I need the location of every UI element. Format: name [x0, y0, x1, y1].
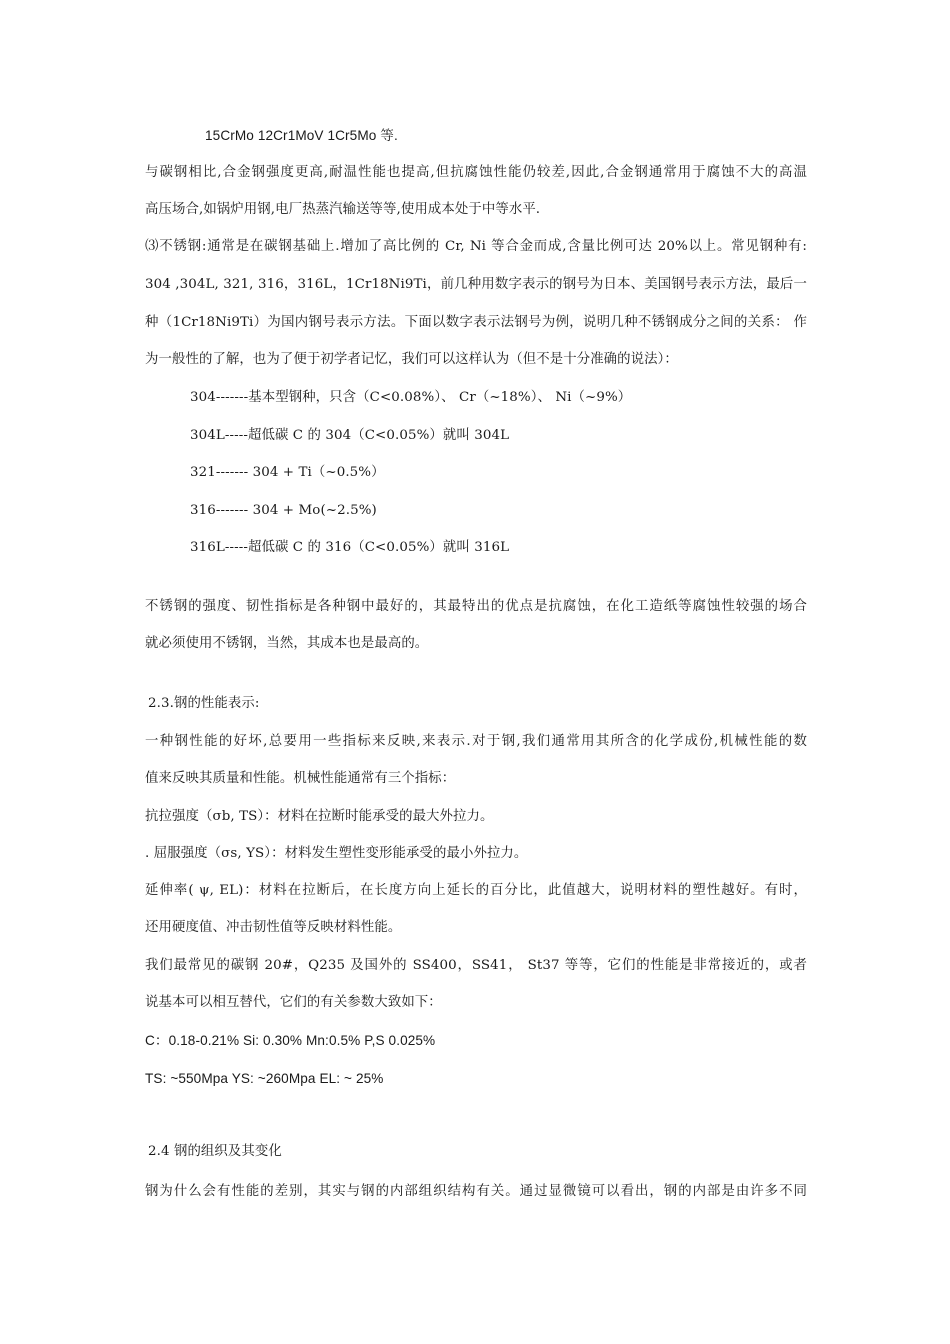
- steel-grade-examples: 15CrMo 12Cr1MoV 1Cr5Mo 等.: [205, 128, 398, 143]
- stainless-steel-paragraph-line-3: 种（1Cr18Ni9Ti）为国内钢号表示方法。下面以数字表示法钢号为例，说明几种不锈钢成分之间的关系： 作: [145, 315, 807, 330]
- mechanical-values: TS: ~550Mpa YS: ~260Mpa EL: ~ 25%: [145, 1071, 384, 1086]
- elongation-line-2: 还用硬度值、冲击韧性值等反映材料性能。: [145, 920, 402, 935]
- grade-316l-line: 316L-----超低碳 C 的 316（C<0.05%）就叫 316L: [190, 540, 510, 555]
- carbon-steel-line-2: 说基本可以相互替代，它们的有关参数大致如下：: [145, 995, 442, 1010]
- performance-paragraph-line-2: 值来反映其质量和性能。机械性能通常有三个指标：: [145, 771, 456, 786]
- section-heading-2-4: 2.4 钢的组织及其变化: [148, 1144, 282, 1159]
- grade-316-line: 316------- 304 + Mo(~2.5%): [190, 503, 377, 518]
- grade-321-line: 321------- 304 + Ti（~0.5%）: [190, 465, 385, 480]
- elongation-line-1: 延伸率( ψ, EL)：材料在拉断后，在长度方向上延长的百分比，此值越大，说明材料的塑性越好。有时，: [145, 883, 807, 898]
- grade-304l-line: 304L-----超低碳 C 的 304（C<0.05%）就叫 304L: [190, 428, 510, 443]
- section-heading-2-3: 2.3.钢的性能表示:: [148, 696, 260, 711]
- carbon-steel-line-1: 我们最常见的碳钢 20#，Q235 及国外的 SS400，SS41， St37 等等，它们的性能是非常接近的，或者: [145, 958, 807, 973]
- stainless-steel-paragraph-line-2: 304 ,304L, 321, 316，316L，1Cr18Ni9Ti，前几种用数字表示的钢号为日本、美国钢号表示方法，最后一: [145, 277, 807, 292]
- stainless-steel-paragraph-line-4: 为一般性的了解，也为了便于初学者记忆，我们可以这样认为（但不是十分准确的说法）：: [145, 352, 678, 367]
- composition-values: C：0.18-0.21% Si: 0.30% Mn:0.5% P,S 0.025%: [145, 1033, 436, 1048]
- stainless-strength-line-1: 不锈钢的强度、韧性指标是各种钢中最好的，其最特出的优点是抗腐蚀，在化工造纸等腐蚀性较强的场合: [145, 599, 807, 614]
- stainless-steel-paragraph-line-1: ⑶不锈钢:通常是在碳钢基础上.增加了高比例的 Cr, Ni 等合金而成,含量比例可达 20%以上。常见钢种有:: [145, 239, 807, 254]
- stainless-strength-line-2: 就必须使用不锈钢，当然，其成本也是最高的。: [145, 636, 429, 651]
- alloy-steel-paragraph-line-1: 与碳钢相比,合金钢强度更高,耐温性能也提高,但抗腐蚀性能仍较差,因此,合金钢通常用于腐蚀不大的高温: [145, 165, 807, 180]
- yield-strength-line: . 屈服强度（σs, YS）：材料发生塑性变形能承受的最小外拉力。: [145, 846, 528, 861]
- microstructure-paragraph-line-1: 钢为什么会有性能的差别，其实与钢的内部组织结构有关。通过显微镜可以看出，钢的内部是由许多不同: [145, 1184, 807, 1199]
- performance-paragraph-line-1: 一种钢性能的好坏,总要用一些指标来反映,来表示.对于钢,我们通常用其所含的化学成份,机械性能的数: [145, 734, 807, 749]
- alloy-steel-paragraph-line-2: 高压场合,如锅炉用钢,电厂热蒸汽输送等等,使用成本处于中等水平.: [145, 202, 541, 217]
- grade-304-line: 304-------基本型钢种，只含（C<0.08%）、 Cr（~18%）、 Ni（~9%）: [190, 390, 632, 405]
- tensile-strength-line: 抗拉强度（σb, TS）：材料在拉断时能承受的最大外拉力。: [145, 809, 494, 824]
